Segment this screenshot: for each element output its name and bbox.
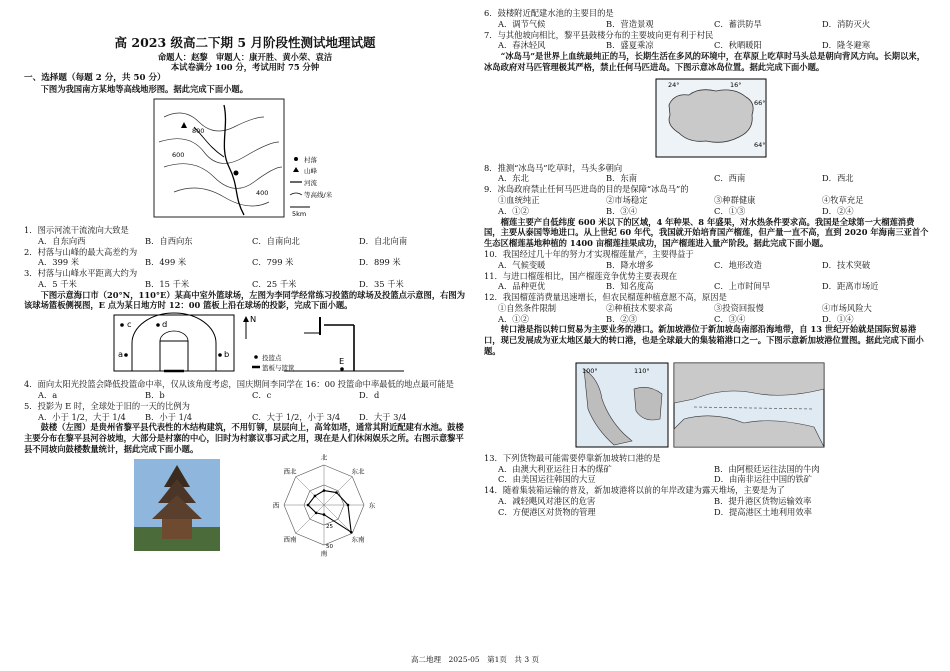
drum-tower-and-radar [24, 453, 466, 558]
court-point-d: d [162, 319, 168, 330]
q6-option-c[interactable]: C．蓄洪防旱 [714, 18, 762, 29]
radar-direction-label: 东南 [351, 535, 365, 544]
legend-backboard: 篮板与篮筐 [262, 364, 295, 373]
question-5: 5．投影为 E 时，全球处于旧的一天的比例为 [24, 400, 190, 411]
q12-option-a[interactable]: A．①② [498, 313, 529, 324]
question-14: 14．随着集装箱运输的普及，新加坡港将以前的年岸改建为露天堆场，主要是为了 [484, 485, 785, 496]
q6-option-a[interactable]: A．调节气候 [498, 18, 546, 29]
q7-option-d[interactable]: D．隆冬避寒 [822, 40, 871, 51]
q2-option-b[interactable]: B．499 米 [145, 257, 187, 268]
question-9: 9．冰岛政府禁止任何马匹进岛的目的是保障“冰岛马”的 [484, 184, 689, 195]
q12-item-1: ①自然条件限制 [498, 302, 557, 313]
q6-options [484, 19, 930, 30]
intro-iceland: “冰岛马”是世界上血统最纯正的马，长期生活在多风的环境中，在草原上吃草时马头总是朝向背风方向。长期以来，冰岛政府对马匹管理极其严格，禁止任何马匹进岛。下图示意冰岛位置。据此完成下面小题。 [484, 51, 925, 72]
basketball-figure [24, 313, 466, 377]
radar-direction-label: 东 [368, 501, 376, 510]
contour-label-400: 400 [256, 189, 269, 198]
q9-option-c[interactable]: C．①③ [714, 205, 746, 216]
q1-option-d[interactable]: D．自北向南 [359, 235, 408, 246]
q13-option-c[interactable]: C．由美国运往韩国的大豆 [498, 474, 596, 485]
q14-option-d[interactable]: D．提高港区土地利用效率 [714, 506, 812, 517]
q8-option-b[interactable]: B．东南 [606, 173, 637, 184]
left-column [24, 8, 466, 558]
exam-info: 本试卷满分 100 分，考试用时 75 分钟 [170, 62, 320, 73]
radar-direction-label: 北 [320, 453, 328, 462]
q2-options [24, 257, 466, 268]
radar-tick-label: 50 [326, 543, 333, 550]
q14-options [484, 496, 930, 518]
contour-label-800: 800 [192, 127, 205, 136]
q5-option-c[interactable]: C．大于 1/2，小于 3/4 [252, 411, 341, 422]
q3-option-c[interactable]: C．25 千米 [252, 278, 297, 289]
q4-options [24, 390, 466, 401]
q4-option-c[interactable]: C．c [252, 390, 272, 401]
q7-option-c[interactable]: C．秋晒暖阳 [714, 40, 762, 51]
singapore-map [484, 359, 930, 451]
court-point-c: c [127, 319, 132, 330]
iceland-figure [484, 75, 930, 161]
scale-label: 5km [292, 210, 307, 219]
q11-option-c[interactable]: C．上市时间早 [714, 281, 771, 292]
q14-option-b[interactable]: B．提升港区货物运输效率 [714, 495, 812, 506]
legend-contour: 等高线/米 [304, 191, 333, 200]
q5-options [24, 412, 466, 423]
question-12: 12．我国榴莲消费量迅速增长，但农民榴莲种植意愿不高，原因是 [484, 292, 727, 303]
q13-options [484, 464, 930, 486]
q9-items [484, 195, 930, 206]
q2-option-d[interactable]: D．899 米 [359, 257, 401, 268]
intro-basketball: 下图示意海口市（20°N，110°E）某高中室外篮球场，左图为李同学经常练习投篮的球场及投篮点示意图，右图为该球场篮板侧视图，E 点为某日地方时 12：00 篮板上沿在球场的投影，完成下面小题。 [24, 289, 466, 311]
radar-axis [296, 476, 324, 504]
question-6: 6．鼓楼附近配建水池的主要目的是 [484, 8, 614, 18]
q14-option-a[interactable]: A．减轻飓风对港区的危害 [498, 495, 596, 506]
shadow-point-e: E [339, 356, 345, 367]
radar-point [323, 489, 326, 492]
q2-option-a[interactable]: A．399 米 [38, 257, 80, 268]
q11-option-b[interactable]: B．知名度高 [606, 281, 654, 292]
page-footer: 高二地理 2025-05 第1页 共 3 页 [411, 655, 539, 665]
q9-item-2: ②市场稳定 [606, 195, 648, 206]
radar-point [323, 513, 326, 516]
q10-option-c[interactable]: C．地形改造 [714, 259, 762, 270]
q12-option-c[interactable]: C．③④ [714, 313, 746, 324]
exam-authors: 命题人：赵黎 审题人：康开胜、黄小荣、袁洁 [157, 51, 333, 62]
q1-option-b[interactable]: B．自西向东 [145, 235, 193, 246]
radar-point [347, 503, 350, 506]
q9-options [484, 206, 930, 217]
radar-point [315, 511, 318, 514]
q10-options [484, 260, 930, 271]
q12-item-2: ②种植技术要求高 [606, 302, 673, 313]
radar-direction-label: 西 [272, 501, 280, 510]
radar-point [350, 531, 353, 534]
intro-durian: 榴莲主要产自低纬度 600 米以下的区域，4 年种果、8 年盛果，对水热条件要求高。我国是全球第一大榴莲消费国，主要从泰国等地进口。从上世纪 60 年代，我国就开始培育国产榴莲，但产量一直不高，直到 2020 年海南三亚首个生态区榴莲基地种植的 1400 亩榴莲挂果成功，国产榴莲进入量产阶段。据此完成下面小题。 [484, 216, 929, 249]
q12-options [484, 314, 930, 325]
intro-contour: 下图为我国南方某地等高线地形图。据此完成下面小题。 [40, 84, 249, 95]
q12-items [484, 303, 930, 314]
question-13: 13．下列货物最可能需要停靠新加坡转口港的是 [484, 452, 661, 463]
question-10: 10．我国经过几十年的努力才实现榴莲量产，主要得益于 [484, 248, 694, 259]
q11-options [484, 281, 930, 292]
question-8: 8．推测“冰岛马”吃草时，马头多朝向 [484, 162, 623, 173]
right-column [484, 8, 930, 517]
court-point-a: a [118, 349, 124, 360]
radar-direction-label: 东北 [351, 467, 365, 476]
q13-option-d[interactable]: D．由南非运往中国的铁矿 [714, 474, 812, 485]
q8-option-d[interactable]: D．西北 [822, 173, 854, 184]
sg-lon-110: 110° [634, 366, 650, 375]
court-point-b: b [224, 349, 230, 360]
q9-item-4: ④牧草充足 [822, 195, 864, 206]
north-label: N [250, 314, 257, 325]
q12-item-3: ③投资回报慢 [714, 302, 764, 313]
q5-option-a[interactable]: A．小于 1/2，大于 1/4 [38, 411, 126, 422]
q9-item-3: ③种群健康 [714, 195, 756, 206]
intro-singapore: 转口港是指以转口贸易为主要业务的港口。新加坡港位于新加坡岛南部沿海地带，自 13 世纪开始就是国际贸易港口，现已发展成为亚太地区最大的转口港，也是全球最大的集装箱港口之一。下图示意新加坡港位置图。据此完成下面小题。 [484, 324, 924, 356]
q12-item-4: ④市场风险大 [822, 302, 872, 313]
question-4: 4．面向太阳光投篮会降低投篮命中率，仅从该角度考虑，国庆期间李同学在 16：00 投篮命中率最低的地点最可能是 [24, 379, 454, 390]
q7-option-b[interactable]: B．盛夏乘凉 [606, 40, 654, 51]
question-7: 7．与其他坡向相比，黎平县鼓楼分布的主要坡向更有利于村民 [484, 29, 714, 40]
q13-option-a[interactable]: A．由澳大利亚运往日本的煤矿 [498, 463, 612, 474]
q6-option-d[interactable]: D．消防灭火 [822, 18, 871, 29]
q6-option-b[interactable]: B．营造景观 [606, 18, 654, 29]
exam-title: 高 2023 级高二下期 5 月阶段性测试地理试题 [114, 35, 376, 50]
intro-drum-tower: 鼓楼（左图）是贵州省黎平县代表性的木结构建筑，不用钉铆，层层向上，高耸如塔，通常其附近配建有水池。鼓楼主要分布在黎平县河谷坡地，大部分是村寨的中心，旧时为村寨议事习武之用，现在是人们休闲娱乐之所。右图示意黎平县不同坡向鼓楼数量统计，据此完成下面小题。 [24, 422, 464, 454]
iceland-map [484, 75, 930, 161]
legend-village: 村落 [304, 156, 317, 165]
q8-options [484, 173, 930, 184]
peak-marker [181, 122, 187, 128]
north-arrow-icon [243, 316, 249, 322]
radar-point [335, 491, 338, 494]
q7-options [484, 40, 930, 51]
q1-option-c[interactable]: C．自南向北 [252, 235, 300, 246]
sg-lon-100: 100° [582, 366, 598, 375]
section-title: 一、选择题（每题 2 分，共 50 分） [24, 73, 166, 84]
q1-options [24, 236, 466, 247]
radar-chart [273, 452, 376, 557]
radar-direction-label: 西南 [283, 535, 297, 544]
contour-map-figure [24, 97, 466, 223]
q9-option-b[interactable]: B．③④ [606, 205, 637, 216]
question-1: 1．图示河流干流流向大致是 [24, 225, 129, 236]
q9-option-d[interactable]: D．②④ [822, 205, 854, 216]
q12-option-b[interactable]: B．②③ [606, 313, 637, 324]
radar-tick-label: 25 [326, 523, 333, 530]
q10-option-a[interactable]: A．气候变暖 [498, 259, 546, 270]
q3-option-a[interactable]: A．5 千米 [38, 278, 77, 289]
q11-option-a[interactable]: A．品种更优 [498, 281, 546, 292]
radar-point [314, 494, 317, 497]
radar-direction-label: 南 [320, 549, 328, 558]
q14-option-c[interactable]: C．方便港区对货物的管理 [498, 506, 596, 517]
q7-option-a[interactable]: A．春沐轻风 [498, 40, 546, 51]
contour-label-600: 600 [172, 151, 185, 160]
radar-axis [296, 505, 324, 533]
iceland-lon-16: 16° [730, 80, 742, 89]
q10-option-d[interactable]: D．技术突破 [822, 259, 871, 270]
q13-option-b[interactable]: B．由阿根廷运往法国的牛肉 [714, 463, 820, 474]
legend-shot-point: 投篮点 [262, 354, 282, 363]
q4-option-b[interactable]: B．b [145, 390, 165, 401]
q8-option-c[interactable]: C．西南 [714, 173, 746, 184]
village-marker [234, 171, 239, 176]
q4-option-a[interactable]: A．a [38, 390, 58, 401]
question-3: 3．村落与山峰水平距离大约为 [24, 268, 138, 279]
contour-map [24, 97, 466, 223]
q9-item-1: ①血统纯正 [498, 195, 540, 206]
q3-option-b[interactable]: B．15 千米 [145, 278, 190, 289]
question-2: 2．村落与山峰的最大高差约为 [24, 246, 138, 257]
iceland-lat-64: 64° [754, 140, 766, 149]
iceland-lon-24: 24° [668, 80, 680, 89]
q9-option-a[interactable]: A．①② [498, 205, 529, 216]
q5-option-d[interactable]: D．大于 3/4 [359, 411, 407, 422]
q2-option-c[interactable]: C．799 米 [252, 257, 294, 268]
singapore-figure [484, 359, 930, 451]
q12-option-d[interactable]: D．①④ [822, 313, 854, 324]
drum-tower-figure [24, 453, 466, 558]
q11-option-d[interactable]: D．距离市场近 [822, 281, 879, 292]
q8-option-a[interactable]: A．东北 [498, 173, 529, 184]
radar-direction-label: 西北 [283, 467, 297, 476]
basketball-court-diagram [24, 313, 466, 377]
question-11: 11．与进口榴莲相比，国产榴莲竞争优势主要表现在 [484, 270, 678, 281]
legend-peak: 山峰 [304, 167, 317, 176]
q4-option-d[interactable]: D．d [359, 390, 380, 401]
radar-point [307, 503, 310, 506]
iceland-lat-66: 66° [754, 98, 766, 107]
q1-option-a[interactable]: A．自东向西 [38, 235, 86, 246]
q3-options [24, 279, 466, 290]
q5-option-b[interactable]: B．小于 1/4 [145, 411, 192, 422]
q3-option-d[interactable]: D．35 千米 [359, 278, 404, 289]
legend-river: 河流 [304, 179, 317, 188]
q10-option-b[interactable]: B．降水增多 [606, 259, 654, 270]
